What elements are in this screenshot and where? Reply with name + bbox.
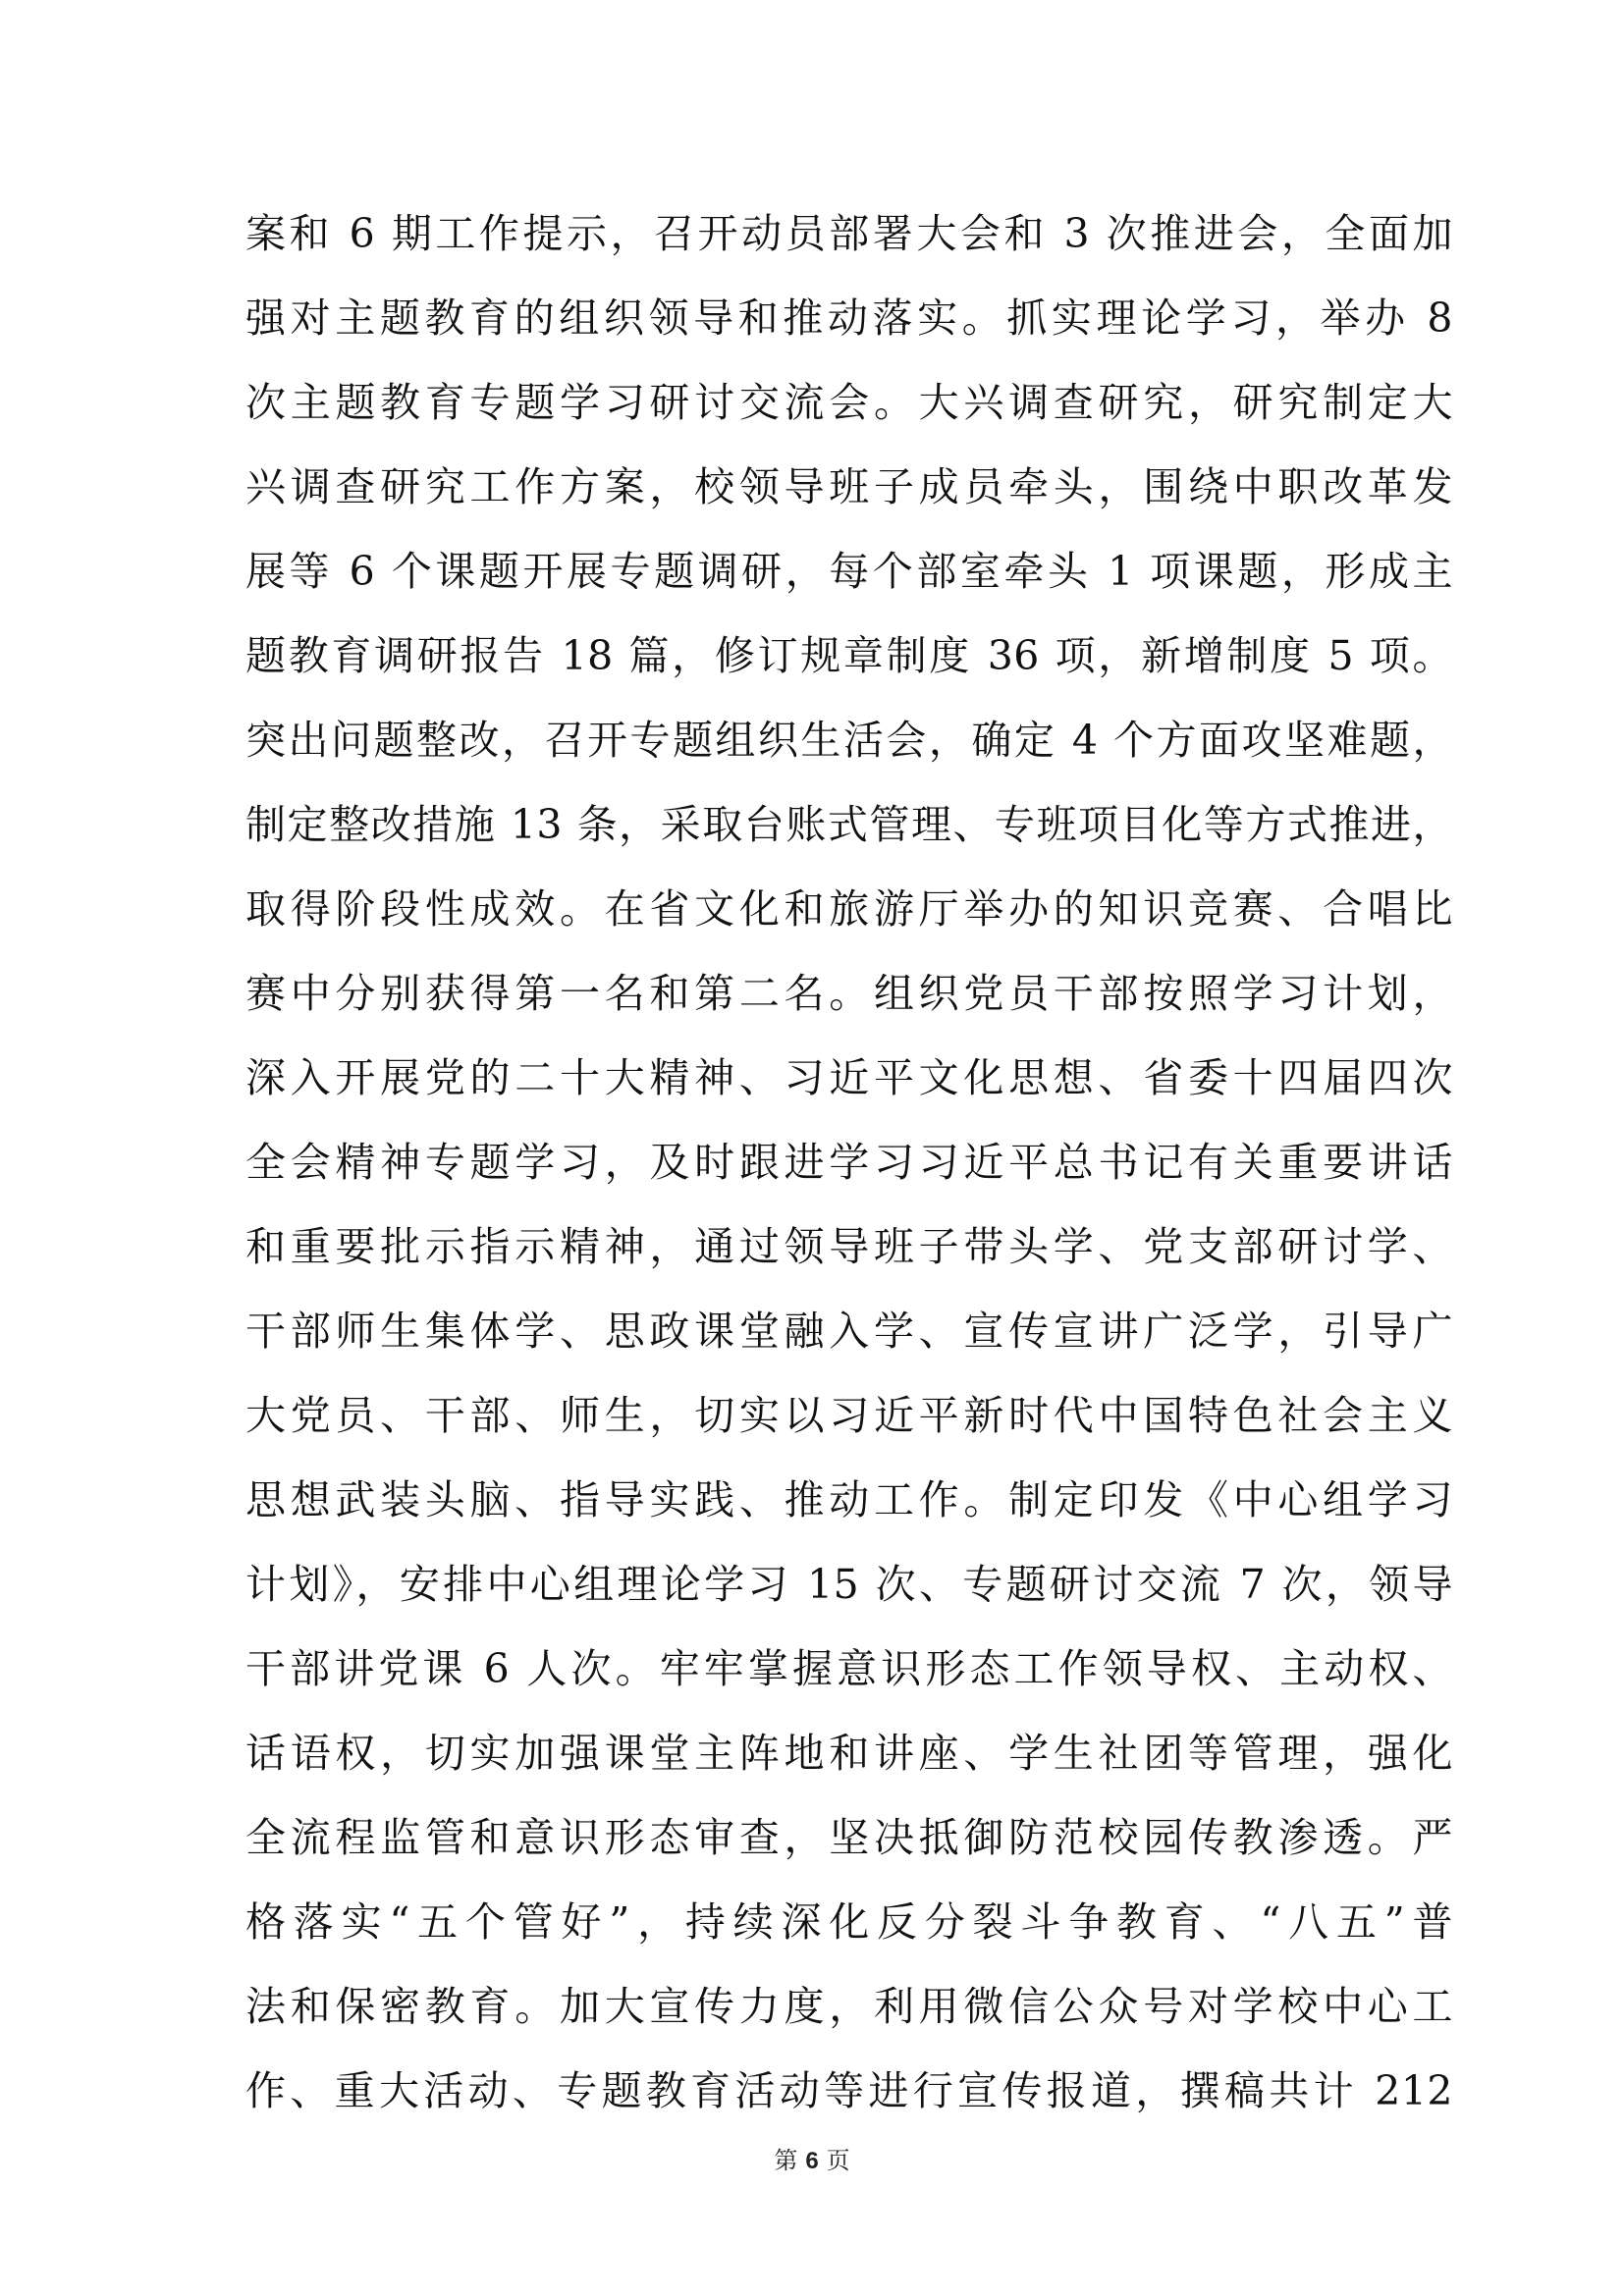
text-line: 案和 6 期工作提示，召开动员部署大会和 3 次推进会，全面加 bbox=[245, 210, 1453, 257]
text-line: 法和保密教育。加大宣传力度，利用微信公众号对学校中心工 bbox=[245, 1983, 1453, 2030]
page-number-prefix: 第 bbox=[774, 2147, 798, 2174]
text-line: 强对主题教育的组织领导和推动落实。抓实理论学习，举办 8 bbox=[245, 294, 1453, 342]
text-line: 大党员、干部、师生，切实以习近平新时代中国特色社会主义 bbox=[245, 1392, 1453, 1439]
text-line: 展等 6 个课题开展专题调研，每个部室牵头 1 项课题，形成主 bbox=[245, 548, 1453, 595]
text-line: 制定整改措施 13 条，采取台账式管理、专班项目化等方式推进， bbox=[245, 801, 1453, 848]
text-line: 突出问题整改，召开专题组织生活会，确定 4 个方面攻坚难题， bbox=[245, 717, 1453, 764]
text-line: 话语权，切实加强课堂主阵地和讲座、学生社团等管理，强化 bbox=[245, 1730, 1453, 1777]
text-line: 深入开展党的二十大精神、习近平文化思想、省委十四届四次 bbox=[245, 1054, 1453, 1101]
page-footer bbox=[0, 2145, 1624, 2177]
text-line: 赛中分别获得第一名和第二名。组织党员干部按照学习计划， bbox=[245, 970, 1453, 1017]
body-text bbox=[245, 191, 1453, 2133]
text-line: 取得阶段性成效。在省文化和旅游厅举办的知识竞赛、合唱比 bbox=[245, 885, 1453, 933]
text-line: 思想武装头脑、指导实践、推动工作。制定印发《中心组学习 bbox=[245, 1476, 1453, 1523]
text-line: 干部讲党课 6 人次。牢牢掌握意识形态工作领导权、主动权、 bbox=[245, 1645, 1453, 1692]
text-line: 计划》，安排中心组理论学习 15 次、专题研讨交流 7 次，领导 bbox=[245, 1561, 1453, 1608]
text-line: 题教育调研报告 18 篇，修订规章制度 36 项，新增制度 5 项。 bbox=[245, 632, 1453, 679]
text-line: 和重要批示指示精神，通过领导班子带头学、党支部研讨学、 bbox=[245, 1223, 1453, 1270]
page-number: 6 bbox=[805, 2148, 819, 2174]
text-line: 全会精神专题学习，及时跟进学习习近平总书记有关重要讲话 bbox=[245, 1139, 1453, 1186]
text-line: 全流程监管和意识形态审查，坚决抵御防范校园传教渗透。严 bbox=[245, 1814, 1453, 1861]
text-line: 格落实“五个管好”，持续深化反分裂斗争教育、“八五”普 bbox=[245, 1898, 1453, 1946]
page-number-suffix: 页 bbox=[826, 2147, 850, 2174]
text-line: 作、重大活动、专题教育活动等进行宣传报道，撰稿共计 212 bbox=[245, 2067, 1453, 2114]
text-line: 干部师生集体学、思政课堂融入学、宣传宣讲广泛学，引导广 bbox=[245, 1308, 1453, 1355]
text-line: 兴调查研究工作方案，校领导班子成员牵头，围绕中职改革发 bbox=[245, 463, 1453, 510]
text-line: 次主题教育专题学习研讨交流会。大兴调查研究，研究制定大 bbox=[245, 379, 1453, 426]
